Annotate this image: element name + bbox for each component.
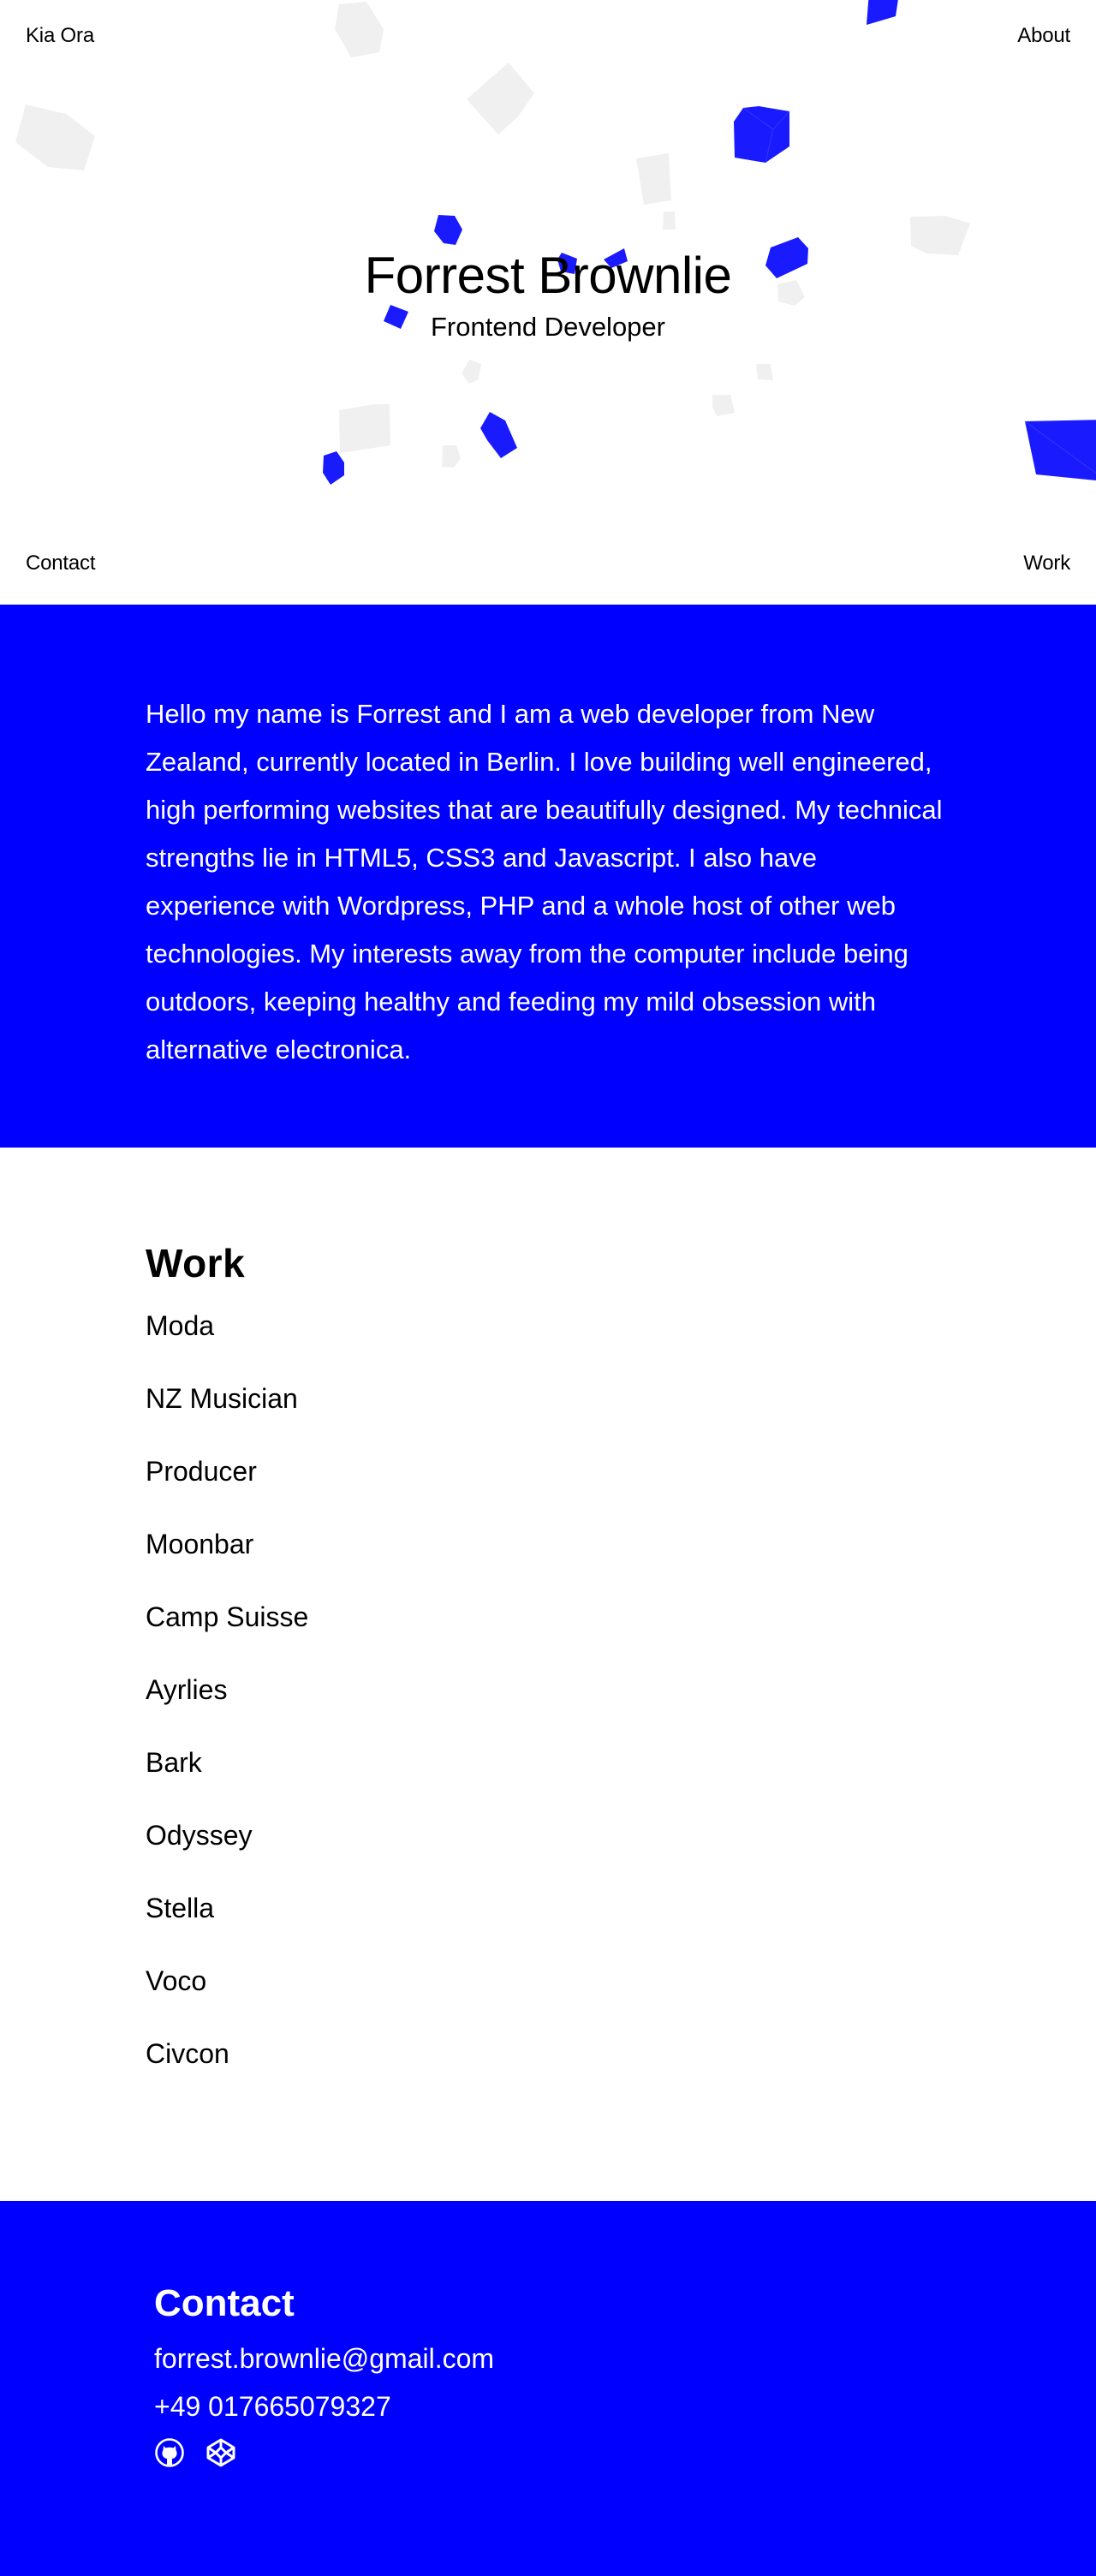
work-item-stella[interactable]: Stella: [146, 1893, 215, 1923]
work-item-nz-musician[interactable]: NZ Musician: [146, 1383, 298, 1414]
list-item: [146, 2036, 1096, 2109]
work-item-moda[interactable]: Moda: [146, 1310, 215, 1341]
nav-contact[interactable]: Contact: [26, 552, 96, 575]
list-item: [146, 1891, 1096, 1964]
work-item-voco[interactable]: Voco: [146, 1965, 207, 1996]
blue-shapes: [323, 0, 1096, 485]
work-item-producer[interactable]: Producer: [146, 1456, 257, 1487]
page-title: Forrest Brownlie: [364, 247, 732, 304]
page-subtitle: Frontend Developer: [431, 312, 665, 342]
list-item: [146, 1454, 1096, 1527]
social-links: [154, 2437, 1096, 2468]
codepen-link[interactable]: [206, 2437, 236, 2468]
work-item-bark[interactable]: Bark: [146, 1747, 202, 1778]
nav-work[interactable]: Work: [1023, 552, 1070, 575]
phone-link[interactable]: +49 017665079327: [154, 2391, 391, 2422]
contact-section: [0, 2201, 1096, 2576]
list-item: [146, 1381, 1096, 1454]
email-link[interactable]: forrest.brownlie@gmail.com: [154, 2343, 495, 2374]
nav-about[interactable]: About: [1017, 24, 1070, 47]
work-list: [146, 1309, 1096, 2109]
list-item: [146, 1818, 1096, 1891]
work-section: [0, 1148, 1096, 2201]
about-text: Hello my name is Forrest and I am a web developer from New Zealand, currently located in Berlin. I love building well engineered, high performing websites that are beautifully designed. My technical strengths lie in HTML5, CSS3 and Javascript. I also have experience with Wordpress, PHP and a whole host of other web technologies. My interests away from the computer include being outdoors, keeping healthy and feeding my mild obsession with alternative electronica.: [146, 699, 943, 1064]
work-item-civcon[interactable]: Civcon: [146, 2038, 229, 2069]
contact-heading: Contact: [154, 2282, 295, 2324]
list-item: [146, 1745, 1096, 1818]
list-item: [146, 1964, 1096, 2036]
work-heading: Work: [146, 1241, 246, 1285]
github-icon: [154, 2437, 185, 2468]
list-item: [146, 1309, 1096, 1381]
github-link[interactable]: [154, 2437, 185, 2468]
ghost-shapes: [15, 2, 970, 468]
nav-kia-ora[interactable]: Kia Ora: [26, 24, 94, 47]
list-item: [146, 1673, 1096, 1745]
codepen-icon: [206, 2437, 236, 2468]
work-item-camp-suisse[interactable]: Camp Suisse: [146, 1601, 309, 1632]
list-item: [146, 1527, 1096, 1600]
work-item-moonbar[interactable]: Moonbar: [146, 1529, 254, 1559]
about-section: [0, 605, 1096, 1148]
work-item-ayrlies[interactable]: Ayrlies: [146, 1674, 228, 1705]
work-item-odyssey[interactable]: Odyssey: [146, 1820, 253, 1851]
hero-section: [0, 0, 1096, 605]
list-item: [146, 1600, 1096, 1673]
